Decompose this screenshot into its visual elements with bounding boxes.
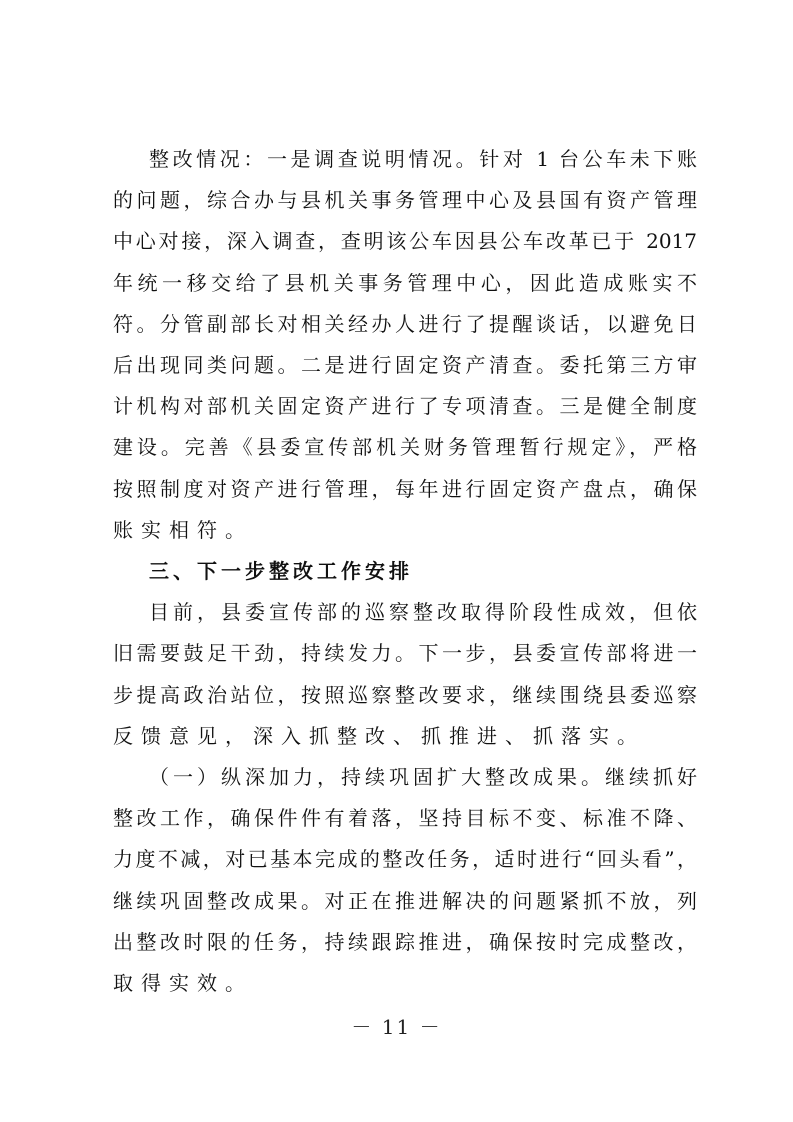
- paragraph-line: 整改工作，确保件件有着落，坚持目标不变、标准不降、: [113, 806, 697, 831]
- paragraph-line: （一）纵深加力，持续巩固扩大整改成果。继续抓好: [149, 765, 697, 790]
- paragraph-line: 继续巩固整改成果。对正在推进解决的问题紧抓不放，列: [113, 888, 697, 913]
- paragraph-line: 旧需要鼓足干劲，持续发力。下一步，县委宣传部将进一: [113, 641, 697, 666]
- paragraph-line: 取得实效。: [113, 971, 253, 996]
- paragraph-line: 按照制度对资产进行管理，每年进行固定资产盘点，确保: [113, 476, 697, 501]
- paragraph-line: 力度不减，对已基本完成的整改任务，适时进行“回头看”，: [113, 847, 697, 872]
- page-number: － 11 －: [351, 1015, 442, 1039]
- paragraph-line: 出整改时限的任务，持续跟踪推进，确保按时完成整改，: [113, 929, 697, 954]
- document-body: [113, 139, 697, 1004]
- section-heading: 三、下一步整改工作安排: [149, 559, 413, 584]
- paragraph-line: 符。分管副部长对相关经办人进行了提醒谈话，以避免日: [113, 311, 697, 336]
- paragraph-line: 整改情况：一是调查说明情况。针对 1 台公车未下账: [149, 147, 697, 171]
- paragraph-line: 的问题，综合办与县机关事务管理中心及县国有资产管理: [113, 188, 697, 213]
- paragraph-line: 反馈意见，深入抓整改、抓推进、抓落实。: [113, 723, 645, 748]
- paragraph-line: 步提高政治站位，按照巡察整改要求，继续围绕县委巡察: [113, 682, 697, 707]
- paragraph-line: 建设。完善《县委宣传部机关财务管理暂行规定》，严格: [113, 435, 697, 460]
- paragraph-line: 计机构对部机关固定资产进行了专项清查。三是健全制度: [113, 394, 697, 419]
- paragraph-line: 目前，县委宣传部的巡察整改取得阶段性成效，但依: [149, 600, 697, 625]
- paragraph-line: 后出现同类问题。二是进行固定资产清查。委托第三方审: [113, 353, 697, 378]
- paragraph-line: 年统一移交给了县机关事务管理中心，因此造成账实不: [113, 270, 697, 295]
- paragraph-line: 账实相符。: [113, 517, 253, 542]
- paragraph-line: 中心对接，深入调查，查明该公车因县公车改革已于 2017: [113, 229, 697, 254]
